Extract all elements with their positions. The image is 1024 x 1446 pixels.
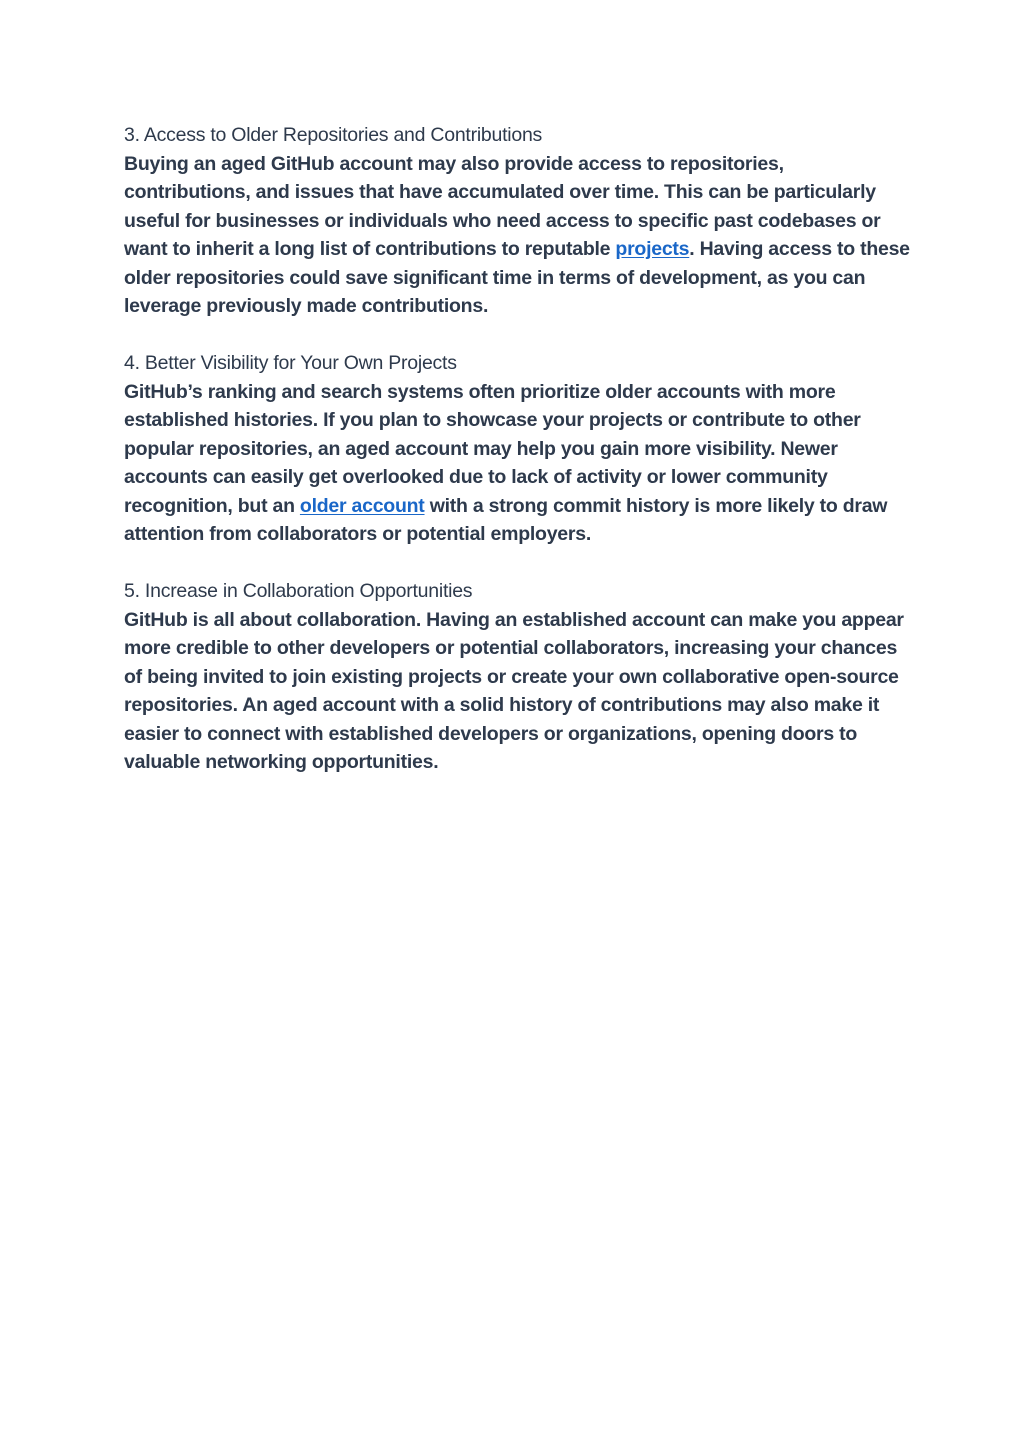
section-paragraph <box>124 378 914 549</box>
section-heading: 4. Better Visibility for Your Own Projects <box>124 352 457 374</box>
document-page <box>124 121 914 805</box>
section-paragraph <box>124 150 914 321</box>
projects-link[interactable]: projects <box>615 238 690 260</box>
section-collaboration <box>124 577 914 777</box>
section-older-repositories <box>124 121 914 321</box>
section-paragraph: GitHub is all about collaboration. Having an established account can make you appear more credible to other developers or potential collaborators, increasing your chances of being invited to join existing projects or create your own collaborative open-source repositories. An aged account with a solid history of contributions may also make it easier to connect with established developers or organizations, opening doors to valuable networking opportunities. <box>124 608 904 773</box>
older-account-link[interactable]: older account <box>299 494 425 517</box>
paragraph-text: GitHub’s ranking and search systems often prioritize older accounts with more established histories. If you plan to showcase your projects or contribute to other popular repositories, an aged account may help you gain more visibility. Newer accounts can easily get overlooked due to lack of activity or lower community recognition, but an <box>124 380 861 517</box>
paragraph-text: . Having access to these older repositories could save significant time in terms of development, as you can leverage previously made contributions. <box>124 238 910 317</box>
section-better-visibility <box>124 349 914 549</box>
section-heading: 5. Increase in Collaboration Opportunities <box>124 580 473 602</box>
paragraph-text: Buying an aged GitHub account may also provide access to repositories, contributions, and issues that have accumulated over time. This can be particularly useful for businesses or individuals who need access to specific past codebases or want to inherit a long list of contributions to reputable <box>124 152 881 260</box>
paragraph-text: with a strong commit history is more likely to draw attention from collaborators or potential employers. <box>124 494 888 545</box>
section-heading: 3. Access to Older Repositories and Contributions <box>124 124 543 146</box>
